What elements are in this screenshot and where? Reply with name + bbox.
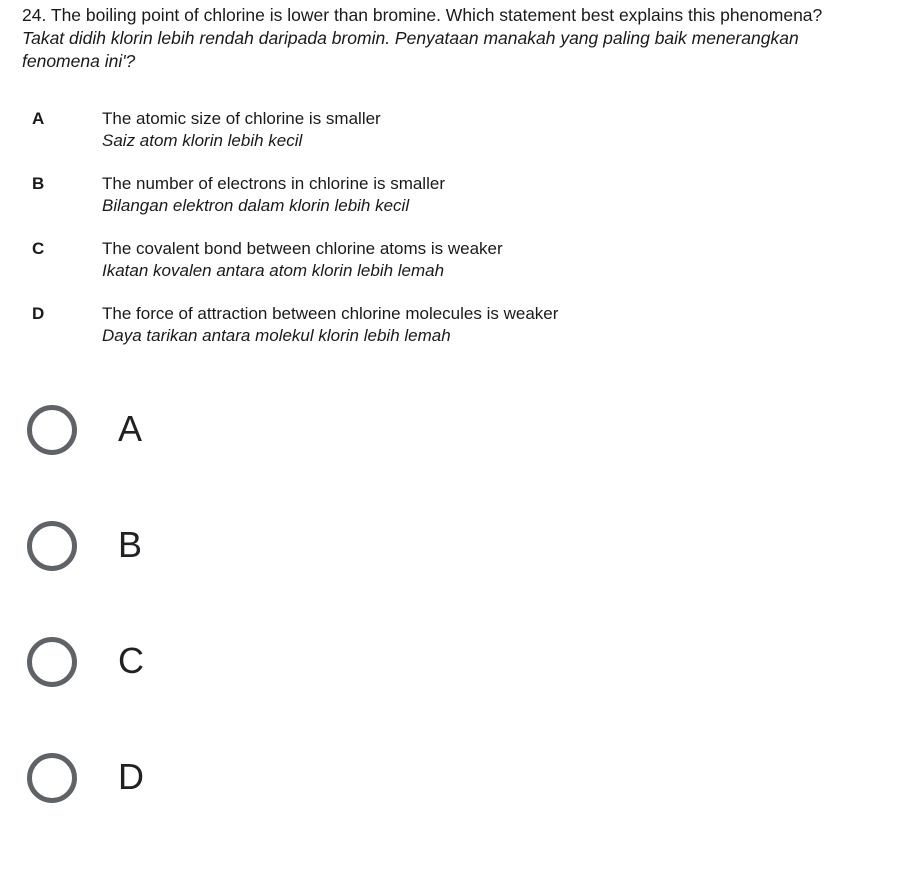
option-english: The covalent bond between chlorine atoms is weaker (102, 239, 503, 258)
answer-radio-group (0, 405, 906, 869)
radio-choice-label[interactable]: C (118, 640, 144, 681)
option-letter: B (32, 174, 45, 193)
radio-choice-label[interactable]: A (118, 408, 143, 449)
question-malay-line-2: fenomena ini'? (22, 51, 136, 71)
option-b (22, 173, 898, 238)
radio-unchecked-icon[interactable] (27, 637, 77, 687)
option-english: The force of attraction between chlorine molecules is weaker (102, 304, 559, 323)
radio-choice-label[interactable]: B (118, 524, 143, 565)
answer-options-list (22, 108, 898, 368)
option-text (102, 303, 558, 347)
radio-unchecked-icon[interactable] (27, 753, 77, 803)
option-letter: D (32, 304, 45, 323)
option-c (22, 238, 898, 303)
radio-choice-b[interactable] (0, 521, 906, 637)
radio-choice-d[interactable] (0, 753, 906, 869)
option-malay: Daya tarikan antara molekul klorin lebih lemah (102, 326, 451, 345)
radio-unchecked-icon[interactable] (27, 405, 77, 455)
option-a (22, 108, 898, 173)
question-english: 24. The boiling point of chlorine is lower than bromine. Which statement best explains this phenomena? (22, 5, 823, 25)
option-letter: C (32, 239, 45, 258)
option-malay: Bilangan elektron dalam klorin lebih kecil (102, 196, 410, 215)
radio-choice-label[interactable]: D (118, 756, 144, 797)
radio-choice-c[interactable] (0, 637, 906, 753)
question-malay-line-1: Takat didih klorin lebih rendah daripada bromin. Penyataan manakah yang paling baik menerangkan (22, 28, 799, 48)
option-english: The number of electrons in chlorine is smaller (102, 174, 445, 193)
radio-choice-a[interactable] (0, 405, 906, 521)
option-malay: Saiz atom klorin lebih kecil (102, 131, 303, 150)
option-text (102, 238, 503, 282)
option-english: The atomic size of chlorine is smaller (102, 109, 381, 128)
option-text (102, 108, 381, 152)
option-d (22, 303, 898, 368)
option-letter: A (32, 109, 45, 128)
option-malay: Ikatan kovalen antara atom klorin lebih lemah (102, 261, 445, 280)
question-text (22, 4, 898, 73)
option-text (102, 173, 445, 217)
radio-unchecked-icon[interactable] (27, 521, 77, 571)
